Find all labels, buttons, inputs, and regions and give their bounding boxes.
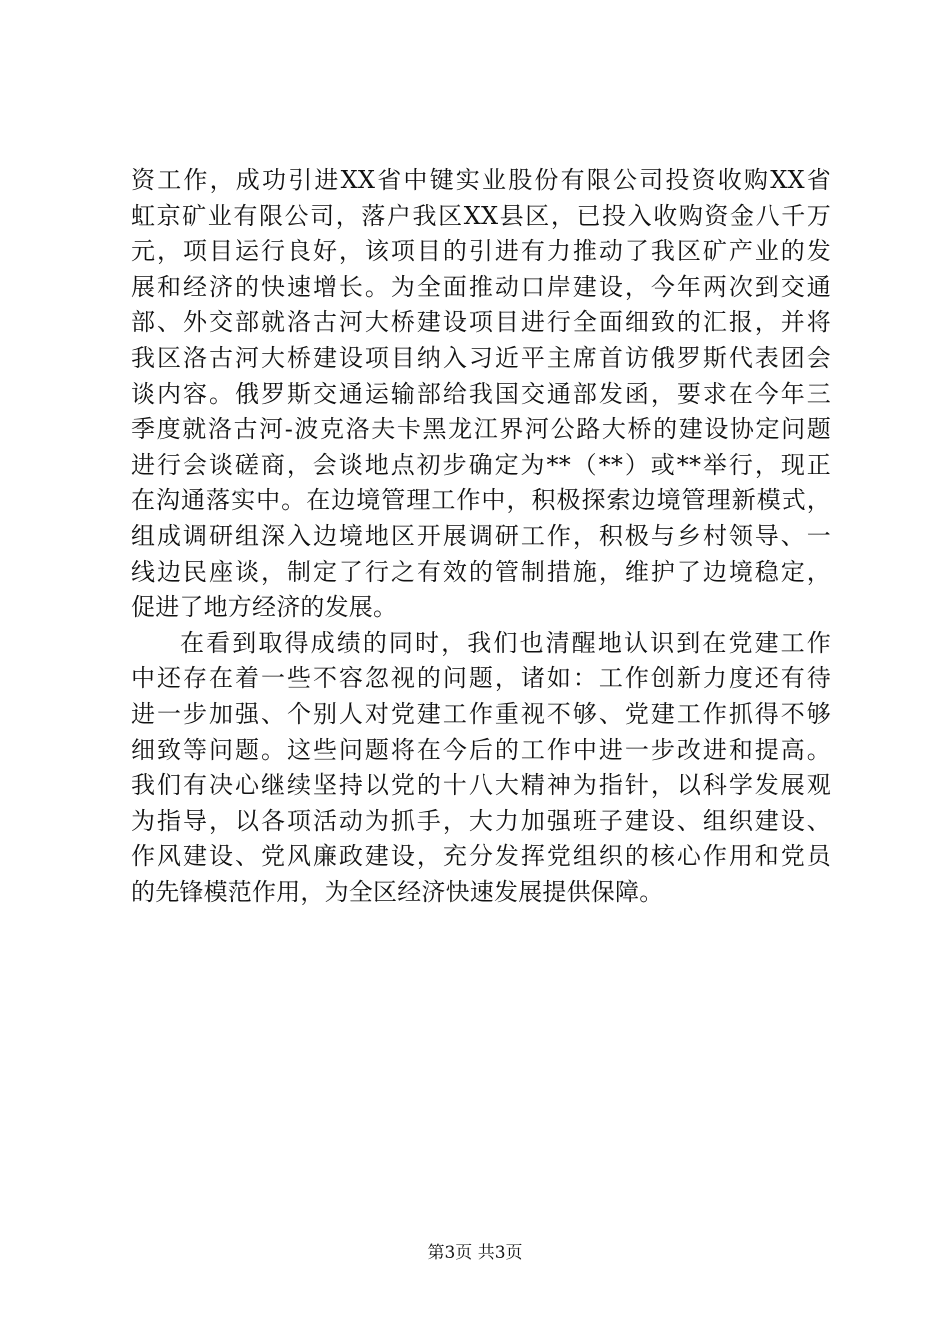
text-line: 促进了地方经济的发展。	[131, 593, 398, 622]
text-line: 资工作，成功引进XX省中键实业股份有限公司投资收购XX省	[131, 166, 831, 194]
text-line: 组成调研组深入边境地区开展调研工作，积极与乡村领导、一	[131, 521, 831, 550]
text-line: 作风建设、党风廉政建设，充分发挥党组织的核心作用和党员	[131, 842, 831, 871]
text-line: 为指导，以各项活动为抓手，大力加强班子建设、组织建设、	[131, 806, 831, 835]
text-line: 谈内容。俄罗斯交通运输部给我国交通部发函，要求在今年三	[131, 379, 831, 408]
text-line: 进行会谈磋商，会谈地点初步确定为**（**）或**举行，现正	[131, 450, 831, 479]
text-line: 进一步加强、个别人对党建工作重视不够、党建工作抓得不够	[131, 699, 831, 728]
text-line: 部、外交部就洛古河大桥建设项目进行全面细致的汇报，并将	[131, 308, 831, 337]
text-line: 在沟通落实中。在边境管理工作中，积极探索边境管理新模式，	[131, 486, 831, 515]
document-body	[131, 163, 831, 910]
text-line: 线边民座谈，制定了行之有效的管制措施，维护了边境稳定，	[131, 557, 831, 586]
text-line: 我区洛古河大桥建设项目纳入习近平主席首访俄罗斯代表团会	[131, 343, 831, 372]
text-line: 虹京矿业有限公司，落户我区XX县区，已投入收购资金八千万	[131, 201, 831, 230]
text-line: 季度就洛古河-波克洛夫卡黑龙江界河公路大桥的建设协定问题	[131, 415, 831, 444]
text-line: 中还存在着一些不容忽视的问题，诸如：工作创新力度还有待	[131, 664, 831, 693]
page-number-footer: 第3页 共3页	[427, 1243, 523, 1263]
text-line: 的先锋模范作用，为全区经济快速发展提供保障。	[131, 877, 664, 906]
text-line: 细致等问题。这些问题将在今后的工作中进一步改进和提高。	[131, 735, 831, 764]
text-line: 元，项目运行良好，该项目的引进有力推动了我区矿产业的发	[131, 237, 831, 266]
text-line: 展和经济的快速增长。为全面推动口岸建设，今年两次到交通	[131, 272, 831, 301]
paragraph-first-line: 在看到取得成绩的同时，我们也清醒地认识到在党建工作	[180, 628, 831, 657]
text-line: 我们有决心继续坚持以党的十八大精神为指针，以科学发展观	[131, 771, 831, 800]
